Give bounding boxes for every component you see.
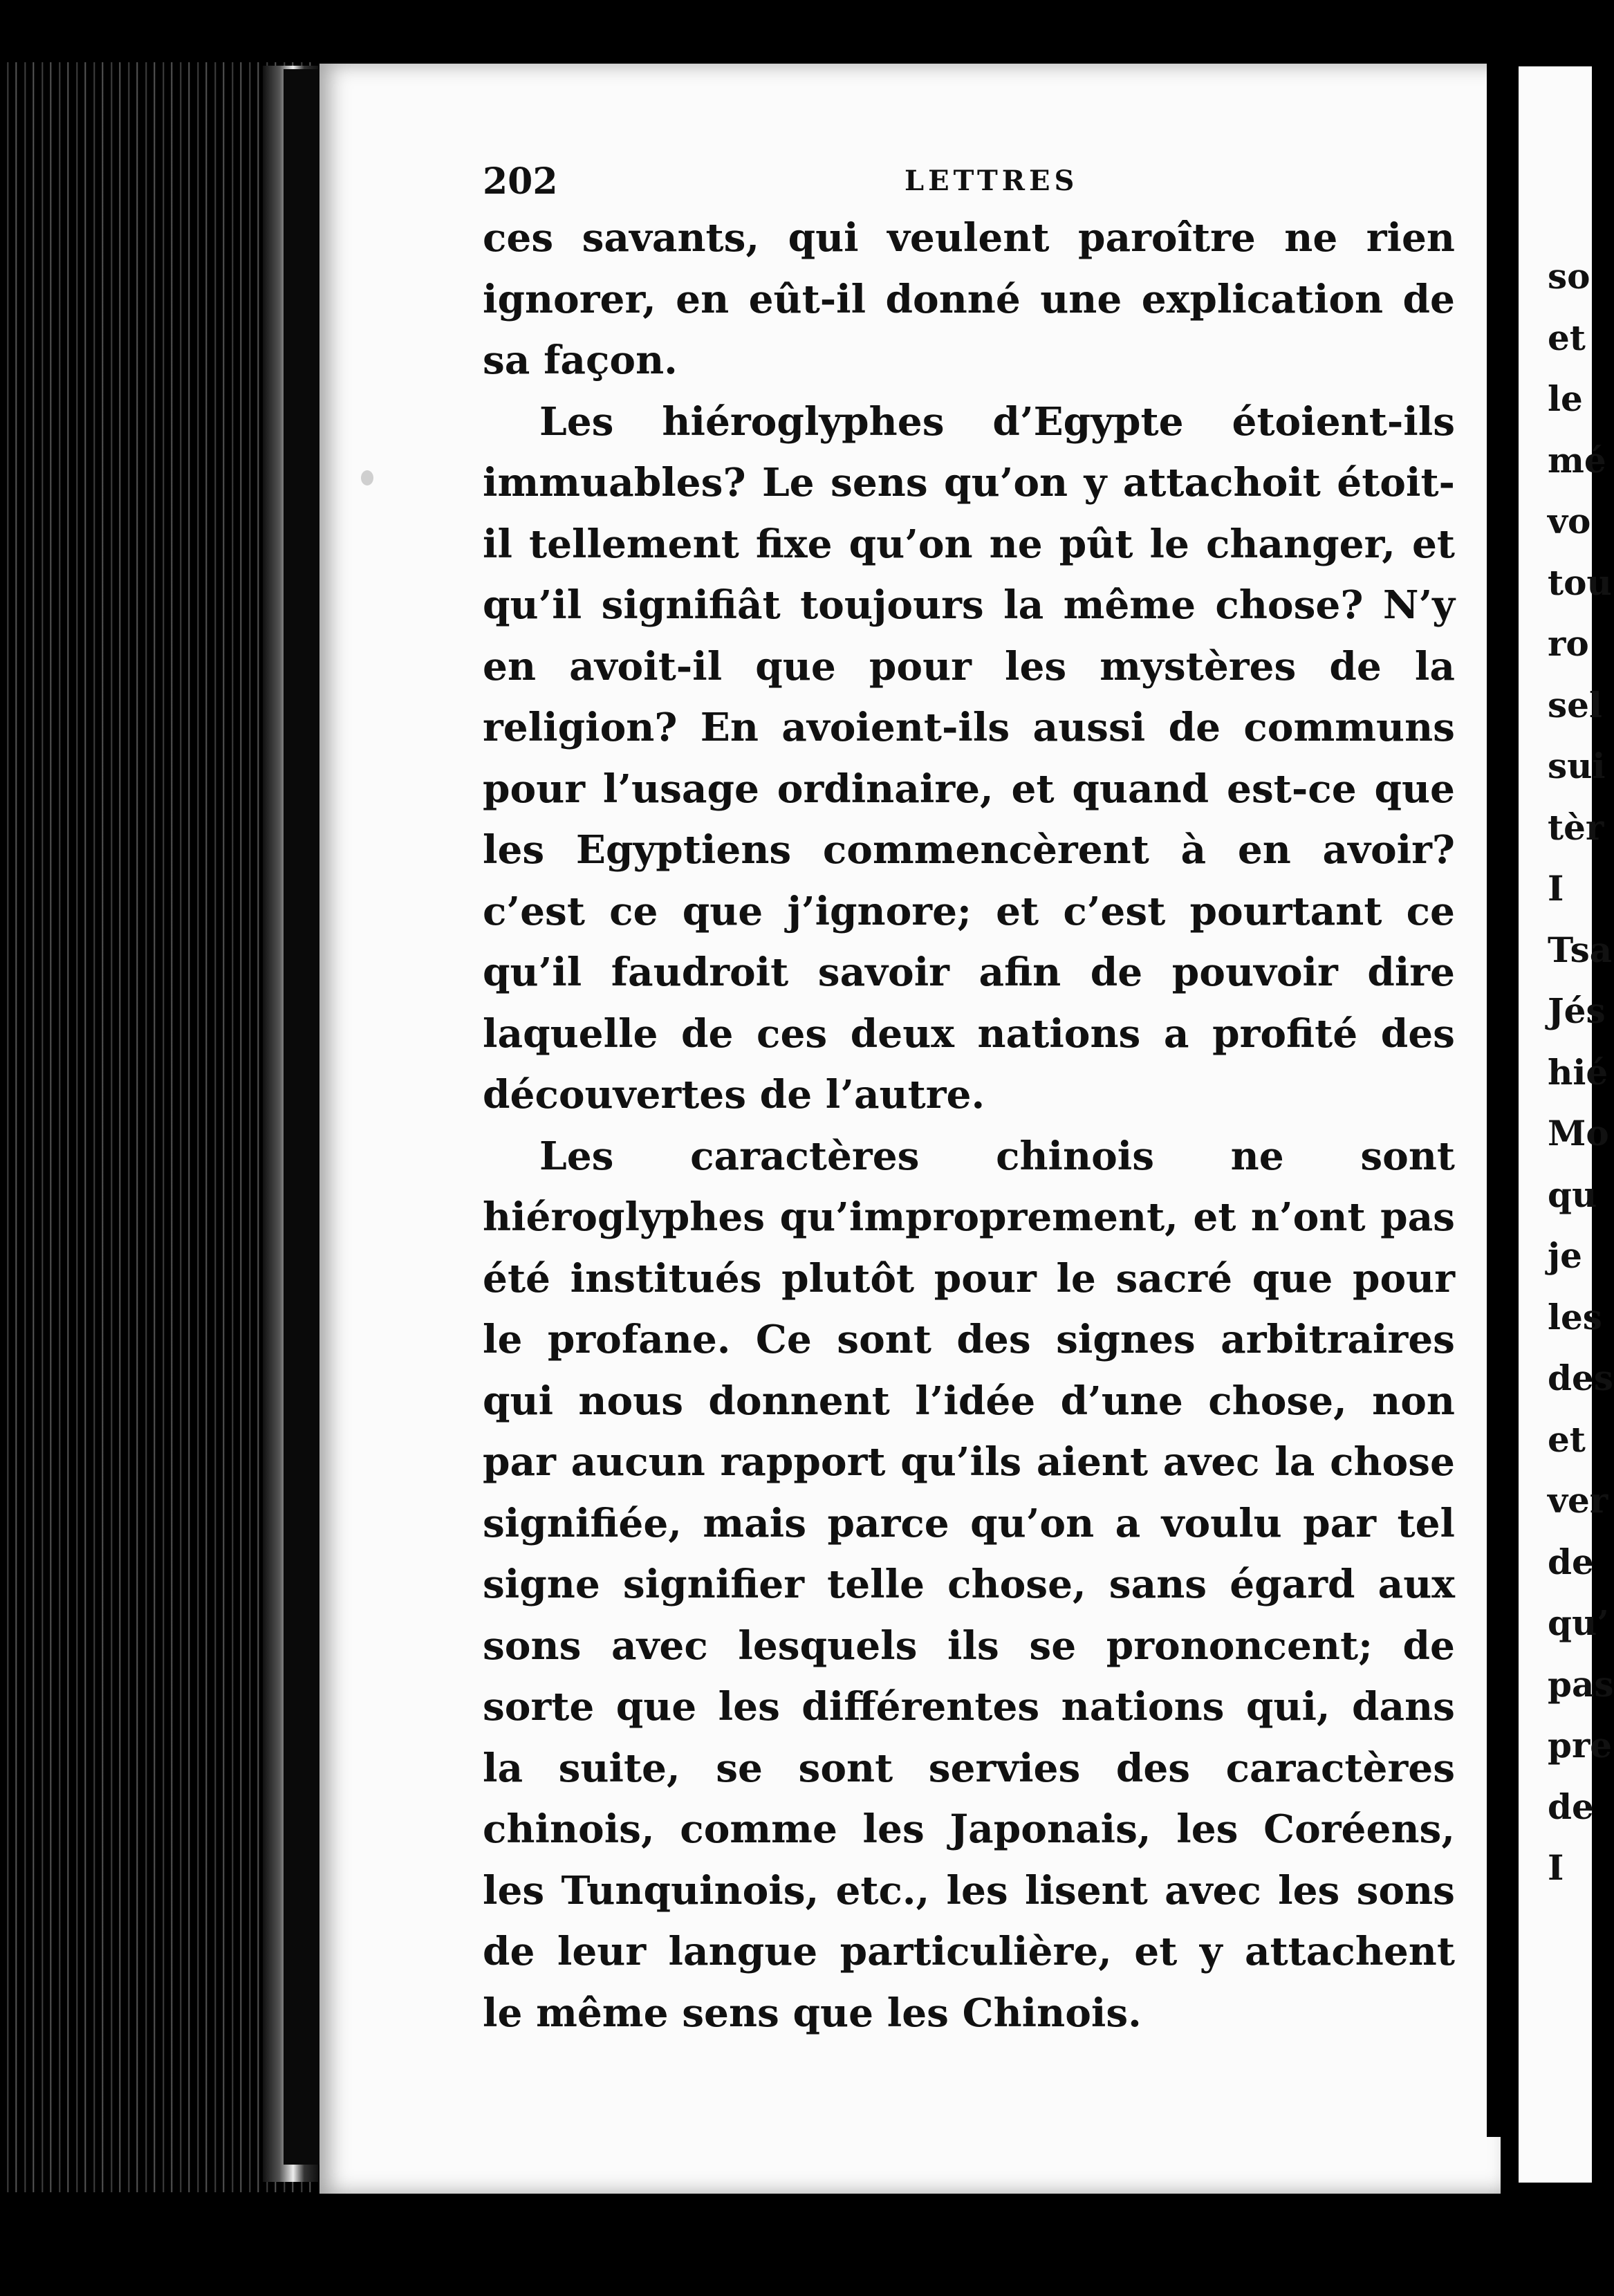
facing-line-fragment: I — [1548, 1847, 1564, 1888]
facing-line-fragment: et — [1548, 1418, 1586, 1460]
page-header — [483, 160, 1455, 209]
facing-line-fragment: Mo — [1548, 1113, 1609, 1154]
facing-line-fragment: hié — [1548, 1051, 1608, 1093]
page-body — [483, 207, 1455, 2044]
paragraph-2: Les hiéroglyphes d’Egypte étoient-ils immuables? Le sens qu’on y attachoit étoit-il tellement fixe qu’on ne pût le changer, et qu’il signifiât toujours la même chose? N’y en avoit-il que pour les mystères de la religion? En avoient-ils aussi de communs pour l’usage ordinaire, et quand est-ce que les Egyptiens commencèrent à en avoir? c’est ce que j’ignore; et c’est pourtant ce qu’il faudroit savoir afin de pouvoir dire laquelle de ces deux nations a profité des découvertes de l’autre. — [483, 398, 1455, 1118]
facing-line-fragment: tou — [1548, 562, 1612, 603]
facing-line-fragment: les — [1548, 1296, 1602, 1337]
facing-line-fragment: tèr — [1548, 806, 1604, 848]
facing-line-fragment: I — [1548, 868, 1564, 909]
facing-line-fragment: je — [1548, 1235, 1582, 1276]
facing-line-fragment: Tsa — [1548, 929, 1613, 970]
paragraph-3: Les caractères chinois ne sont hiéroglyphes qu’improprement, et n’ont pas été institués plutôt pour le sacré que pour le profane. Ce sont des signes arbitraires qui nous donnent l’idée d’une chose, non par aucun rapport qu’ils aient avec la chose signifiée, mais parce qu’on a voulu par tel signe signifier telle chose, sans égard aux sons avec lesquels ils se prononcent; de sorte que les différentes nations qui, dans la suite, se sont servies des caractères chinois, comme les Japonais, les Coréens, les Tunquinois, etc., les lisent avec les sons de leur langue particulière, et y attachent le même sens que les Chinois. — [483, 1133, 1455, 2036]
paragraph-1: ces savants, qui veulent paroître ne rien ignorer, en eût-il donné une explication de sa façon. — [483, 215, 1455, 383]
facing-line-fragment: pre — [1548, 1725, 1613, 1766]
page-number: 202 — [483, 160, 558, 203]
scan-blemish — [361, 470, 373, 485]
facing-line-fragment: et — [1548, 317, 1586, 358]
facing-line-fragment: Jés — [1548, 990, 1606, 1031]
book-gutter — [284, 69, 325, 2165]
facing-line-fragment: sel — [1548, 684, 1602, 725]
facing-line-fragment: pas — [1548, 1663, 1614, 1705]
facing-line-fragment: sui — [1548, 746, 1606, 786]
facing-line-fragment: vo — [1548, 501, 1591, 541]
facing-line-fragment: le — [1548, 378, 1583, 419]
facing-line-fragment: mé — [1548, 439, 1606, 481]
facing-line-fragment: ver — [1548, 1480, 1608, 1521]
facing-line-fragment: so — [1548, 256, 1590, 297]
facing-line-fragment: des — [1548, 1358, 1613, 1398]
facing-line-fragment: qu’ — [1548, 1602, 1609, 1643]
running-head: LETTRES — [905, 165, 1079, 197]
facing-line-fragment: de — [1548, 1541, 1594, 1582]
facing-line-fragment: qu — [1548, 1174, 1597, 1215]
facing-page-gap — [1487, 62, 1521, 2137]
facing-line-fragment: ro — [1548, 623, 1589, 664]
facing-line-fragment: de — [1548, 1786, 1594, 1827]
facing-page — [1519, 66, 1614, 2183]
